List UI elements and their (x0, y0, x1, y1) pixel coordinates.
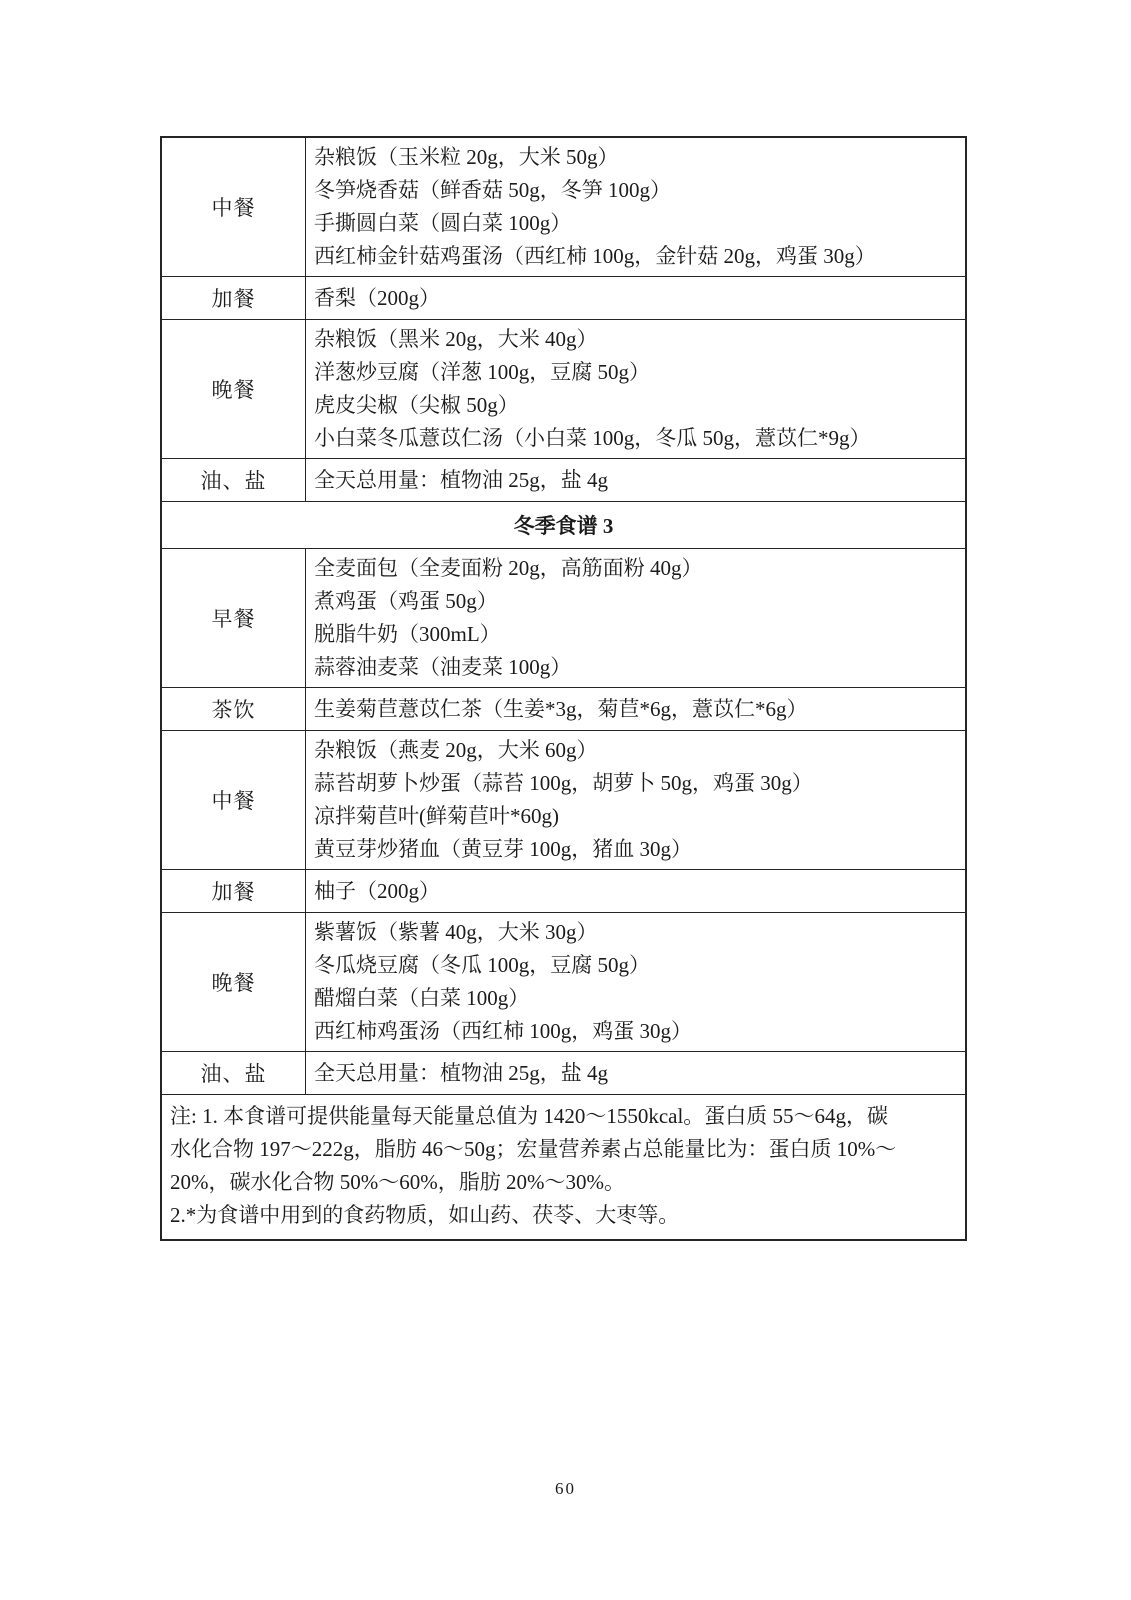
meal-dishes-cell (306, 870, 967, 913)
meal-dishes-cell (306, 688, 967, 731)
note-line: 20%，碳水化合物 50%～60%，脂肪 20%～30%。 (170, 1170, 625, 1194)
page-number: 60 (555, 1479, 576, 1498)
meal-dishes-cell (306, 320, 967, 459)
meal-label: 中餐 (161, 731, 306, 870)
meal-row-lunch (161, 137, 966, 277)
dish-line: 凉拌菊苣叶(鲜菊苣叶*60g) (314, 804, 559, 828)
meal-row-snack (161, 277, 966, 320)
dish-line: 洋葱炒豆腐（洋葱 100g，豆腐 50g） (314, 360, 650, 384)
meal-row-breakfast (161, 549, 966, 688)
dish-line: 煮鸡蛋（鸡蛋 50g） (314, 589, 498, 613)
dish-line: 紫薯饭（紫薯 40g，大米 30g） (314, 920, 598, 944)
dish-line: 黄豆芽炒猪血（黄豆芽 100g，猪血 30g） (314, 837, 692, 861)
dish-line: 西红柿金针菇鸡蛋汤（西红柿 100g，金针菇 20g，鸡蛋 30g） (314, 244, 876, 268)
dish-line: 手撕圆白菜（圆白菜 100g） (314, 211, 572, 235)
meal-label: 加餐 (161, 277, 306, 320)
dish-line: 柚子（200g） (314, 878, 440, 903)
meal-dishes-cell (306, 913, 967, 1052)
dish-line: 蒜苔胡萝卜炒蛋（蒜苔 100g，胡萝卜 50g，鸡蛋 30g） (314, 771, 813, 795)
dish-line: 脱脂牛奶（300mL） (314, 622, 501, 646)
meal-row-snack (161, 870, 966, 913)
notes-row (161, 1095, 966, 1241)
section-header-row (161, 502, 966, 549)
meal-label: 晚餐 (161, 320, 306, 459)
notes-cell (161, 1095, 966, 1241)
meal-dishes-cell (306, 731, 967, 870)
meal-label: 早餐 (161, 549, 306, 688)
dish-line: 杂粮饭（燕麦 20g，大米 60g） (314, 738, 598, 762)
dish-line: 西红柿鸡蛋汤（西红柿 100g，鸡蛋 30g） (314, 1019, 692, 1043)
note-line: 注: 1. 本食谱可提供能量每天能量总值为 1420～1550kcal。蛋白质 55～64g，碳 (170, 1104, 889, 1128)
dish-line: 杂粮饭（黑米 20g，大米 40g） (314, 327, 598, 351)
meal-row-dinner (161, 913, 966, 1052)
meal-label: 油、盐 (161, 459, 306, 502)
dish-line: 小白菜冬瓜薏苡仁汤（小白菜 100g，冬瓜 50g，薏苡仁*9g） (314, 426, 871, 450)
meal-row-oil-salt (161, 1052, 966, 1095)
meal-label: 茶饮 (161, 688, 306, 731)
dish-line: 虎皮尖椒（尖椒 50g） (314, 393, 519, 417)
diet-menu-table (160, 136, 967, 1241)
meal-label: 中餐 (161, 137, 306, 277)
note-line: 水化合物 197～222g，脂肪 46～50g；宏量营养素占总能量比为：蛋白质 10%～ (170, 1137, 897, 1161)
dish-line: 全天总用量：植物油 25g，盐 4g (314, 467, 608, 492)
dish-line: 香梨（200g） (314, 285, 440, 310)
section-header: 冬季食谱 3 (161, 502, 966, 549)
dish-line: 生姜菊苣薏苡仁茶（生姜*3g，菊苣*6g，薏苡仁*6g） (314, 696, 808, 721)
meal-label: 油、盐 (161, 1052, 306, 1095)
dish-line: 蒜蓉油麦菜（油麦菜 100g） (314, 655, 572, 679)
meal-row-tea (161, 688, 966, 731)
dish-line: 杂粮饭（玉米粒 20g，大米 50g） (314, 145, 619, 169)
meal-dishes-cell (306, 137, 967, 277)
note-line: 2.*为食谱中用到的食药物质，如山药、茯苓、大枣等。 (170, 1203, 680, 1227)
meal-dishes-cell (306, 1052, 967, 1095)
dish-line: 冬笋烧香菇（鲜香菇 50g，冬笋 100g） (314, 178, 671, 202)
dish-line: 醋熘白菜（白菜 100g） (314, 986, 530, 1010)
dish-line: 全天总用量：植物油 25g，盐 4g (314, 1060, 608, 1085)
meal-row-oil-salt (161, 459, 966, 502)
meal-dishes-cell (306, 549, 967, 688)
meal-row-dinner (161, 320, 966, 459)
meal-dishes-cell (306, 277, 967, 320)
meal-row-lunch (161, 731, 966, 870)
dish-line: 全麦面包（全麦面粉 20g，高筋面粉 40g） (314, 556, 703, 580)
dish-line: 冬瓜烧豆腐（冬瓜 100g，豆腐 50g） (314, 953, 650, 977)
meal-label: 晚餐 (161, 913, 306, 1052)
meal-label: 加餐 (161, 870, 306, 913)
meal-dishes-cell (306, 459, 967, 502)
